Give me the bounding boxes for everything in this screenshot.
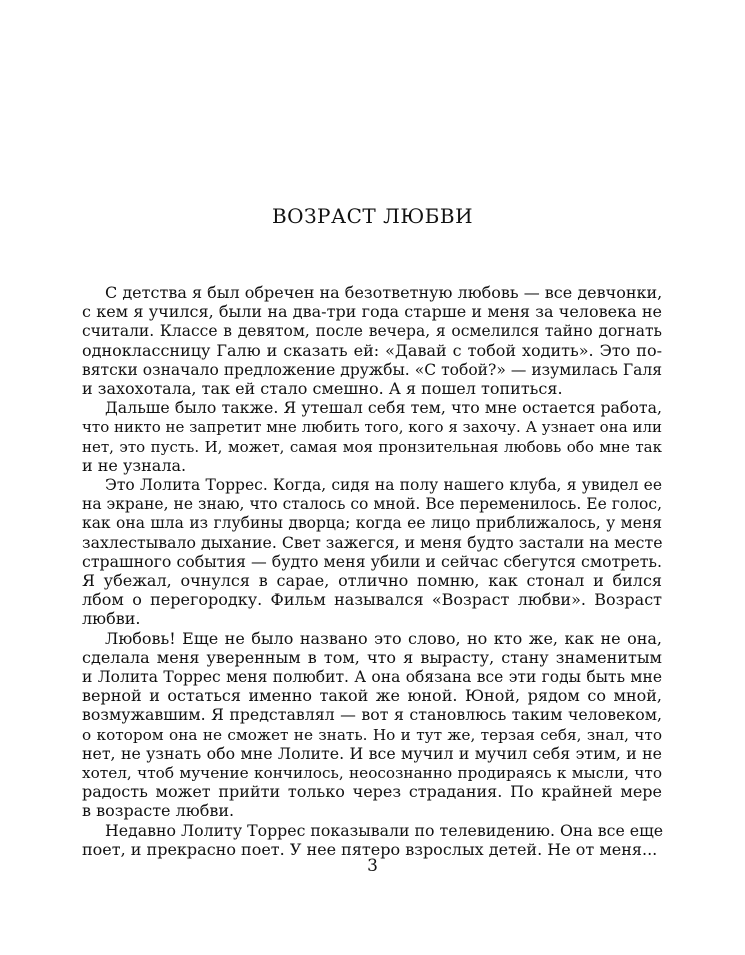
text-line: лбом о перегородку. Фильм назывался «Возраст любви». Возраст: [82, 590, 662, 610]
text-line: поет, и прекрасно поет. У нее пятеро взрослых детей. Не от меня...: [82, 839, 658, 859]
text-line: страшного события — будто меня убили и сейчас сбегутся смотреть.: [82, 551, 662, 571]
text-line: Любовь! Еще не было названо это слово, но кто же, как не она,: [105, 628, 662, 648]
page-number: 3: [367, 856, 378, 876]
text-line: сделала меня уверенным в том, что я вырасту, стану знаменитым: [82, 647, 662, 667]
text-line: Дальше было также. Я утешал себя тем, что мне остается работа,: [105, 398, 662, 418]
text-line: как она шла из глубины дворца; когда ее лицо приближалось, у меня: [82, 514, 662, 533]
text-line: Недавно Лолиту Торрес показывали по телевидению. Она все еще: [105, 820, 664, 840]
text-line: любви.: [82, 609, 141, 629]
text-line: возмужавшим. Я представлял — вот я становлюсь таким человеком,: [82, 705, 662, 725]
text-line: о котором она не сможет не знать. Но и тут же, терзая себя, знал, что: [82, 725, 662, 744]
text-line: с кем я учился, были на два-три года старше и меня за человека не: [82, 302, 662, 322]
text-line: и захохотала, так ей стало смешно. А я пошел топиться.: [82, 379, 563, 398]
text-line: нет, это пусть. И, может, самая моя пронзительная любовь обо мне так: [82, 437, 662, 456]
text-line: нет, не узнать обо мне Лолите. И все мучил и мучил себя этим, и не: [82, 743, 662, 763]
text-line: на экране, не знаю, что сталось со мной. Все переменилось. Ее голос,: [82, 495, 662, 514]
text-line: Это Лолита Торрес. Когда, сидя на полу нашего клуба, я увидел ее: [105, 476, 662, 494]
text-line: одноклассницу Галю и сказать ей: «Давай с тобой ходить». Это по-: [82, 340, 662, 360]
text-line: что никто не запретит мне любить того, кого я захочу. А узнает она или: [82, 418, 662, 437]
text-line: вятски означало предложение дружбы. «С тобой?» — изумилась Галя: [82, 360, 662, 379]
text-line: считали. Классе в девятом, после вечера, я осмелился тайно догнать: [82, 322, 662, 341]
chapter-title: ВОЗРАСТ ЛЮБВИ: [271, 204, 474, 228]
text-line: и Лолита Торрес меня полюбит. А она обязана все эти годы быть мне: [82, 668, 662, 686]
text-line: радость может прийти только через страдания. По крайней мере: [82, 782, 662, 802]
text-line: Я убежал, очнулся в сарае, отлично помню, как стонал и бился: [82, 571, 662, 590]
text-line: захлестывало дыхание. Свет зажегся, и меня будто застали на месте: [82, 532, 663, 552]
text-line: верной и остаться именно такой же юной. Юной, рядом со мной,: [82, 686, 662, 706]
text-line: в возрасте любви.: [82, 801, 235, 821]
text-line: хотел, чтоб мучение кончилось, неосознанно продираясь к мысли, что: [82, 764, 662, 782]
text-line: и не узнала.: [82, 455, 187, 475]
text-line: С детства я был обречен на безответную любовь — все девчонки,: [105, 283, 663, 302]
